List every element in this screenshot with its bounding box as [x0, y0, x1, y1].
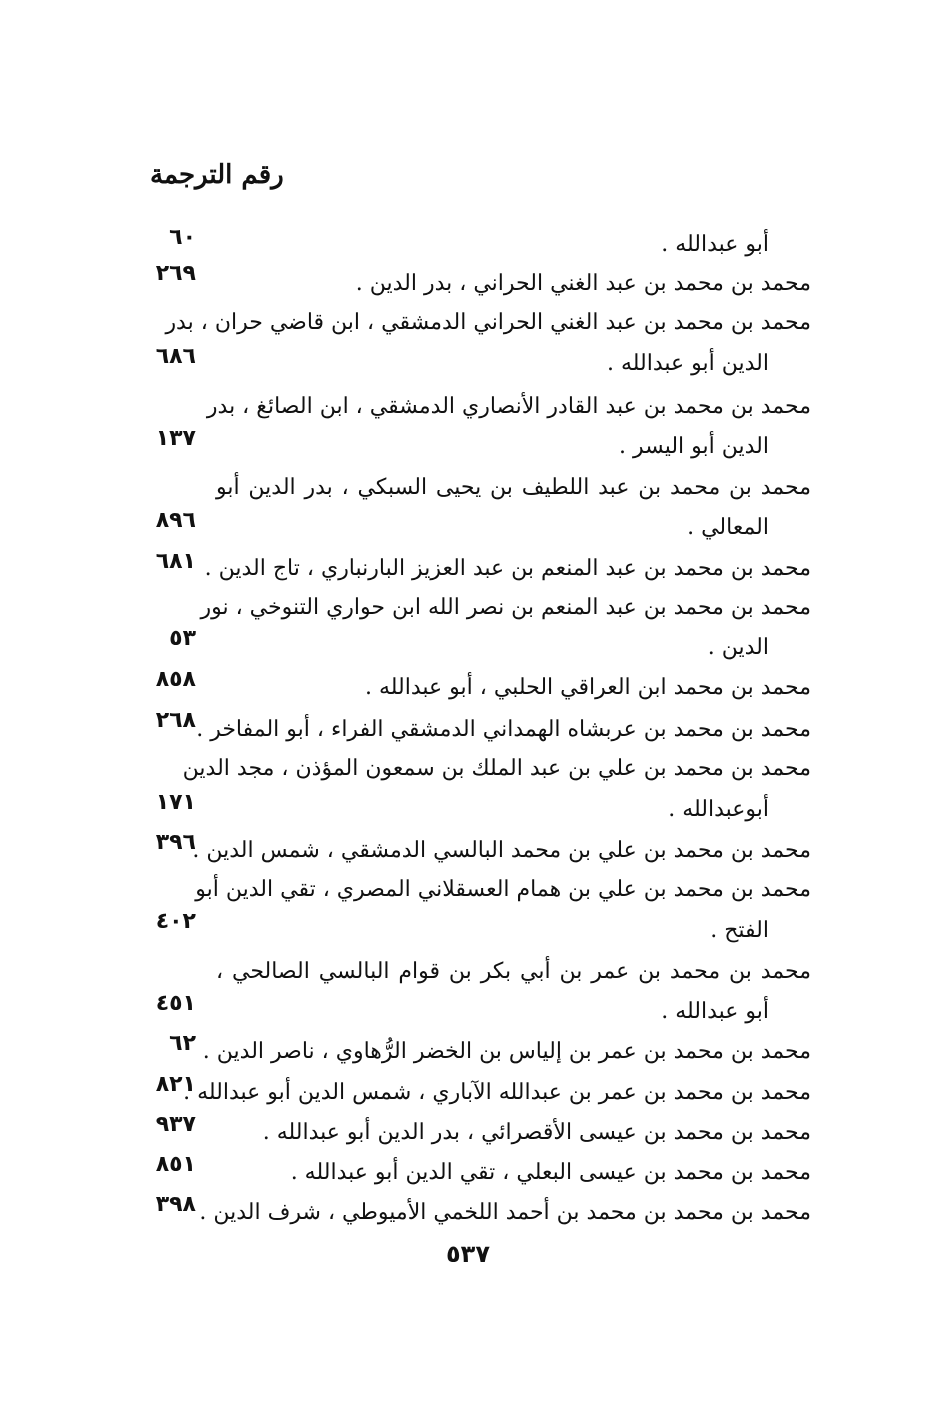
- entry-number: ١٣٧: [155, 426, 196, 451]
- entry-line: محمد بن محمد بن عربشاه الهمداني الدمشقي الفراء ، أبو المفاخر .: [196, 717, 811, 742]
- column-header-translation-number: رقم الترجمة: [150, 160, 284, 190]
- entry-number: ١٧١: [155, 790, 196, 815]
- entry-line: محمد بن محمد بن عمر بن عبدالله الآباري ، شمس الدين أبو عبدالله .: [183, 1080, 811, 1105]
- entry-line: أبو عبدالله .: [661, 232, 769, 257]
- entry-number: ٦٨٦: [155, 344, 196, 369]
- entry-line: محمد بن محمد بن عبد المنعم بن عبد العزيز البارنباري ، تاج الدين .: [204, 556, 811, 581]
- entry-line: محمد بن محمد بن عبد المنعم بن نصر الله ابن حواري التنوخي ، نور: [200, 595, 811, 620]
- entry-number: ٤٥١: [155, 991, 196, 1016]
- entry-line: أبو عبدالله .: [661, 999, 769, 1024]
- entry-number: ٣٩٨: [155, 1192, 196, 1217]
- entry-line: المعالي .: [687, 515, 769, 540]
- entry-number: ٩٣٧: [155, 1112, 196, 1137]
- entry-number: ٣٩٦: [155, 830, 196, 855]
- entry-number: ٢٦٩: [155, 261, 196, 286]
- entry-line: أبوعبدالله .: [668, 797, 769, 822]
- entry-number: ٤٠٢: [155, 909, 196, 934]
- entry-line: الفتح .: [710, 918, 769, 943]
- entry-line: محمد بن محمد ابن العراقي الحلبي ، أبو عبدالله .: [364, 675, 811, 700]
- entry-line: محمد بن محمد بن عمر بن أبي بكر بن قوام البالسي الصالحي ،: [216, 959, 811, 984]
- entry-line: محمد بن محمد بن عبد القادر الأنصاري الدمشقي ، ابن الصائغ ، بدر: [206, 394, 811, 419]
- entry-line: محمد بن محمد بن محمد بن أحمد اللخمي الأميوطي ، شرف الدين .: [199, 1200, 811, 1225]
- entry-line: محمد بن محمد بن علي بن همام العسقلاني المصري ، تقي الدين أبو: [195, 877, 811, 902]
- entry-line: محمد بن محمد بن علي بن عبد الملك بن سمعون المؤذن ، مجد الدين: [182, 756, 811, 781]
- entry-line: محمد بن محمد بن عبد الغني الحراني ، بدر الدين .: [355, 271, 811, 296]
- page-number: ٥٣٧: [446, 1240, 490, 1268]
- entry-number: ٨٢١: [155, 1072, 196, 1097]
- entry-line: محمد بن محمد بن عيسى الأقصرائي ، بدر الدين أبو عبدالله .: [262, 1120, 811, 1145]
- entry-number: ٢٦٨: [155, 708, 196, 733]
- entry-number: ٨٥١: [155, 1152, 196, 1177]
- entry-line: محمد بن محمد بن عيسى البعلي ، تقي الدين أبو عبدالله .: [290, 1160, 811, 1185]
- entry-number: ٨٥٨: [155, 667, 196, 692]
- entry-number: ٦٠: [169, 225, 196, 250]
- entry-line: محمد بن محمد بن عبد اللطيف بن يحيى السبكي ، بدر الدين أبو: [216, 475, 811, 500]
- entry-line: الدين أبو اليسر .: [618, 434, 769, 459]
- entry-number: ٦٢: [169, 1031, 196, 1056]
- entry-line: الدين أبو عبدالله .: [606, 351, 769, 376]
- entry-number: ٥٣: [169, 626, 196, 651]
- entry-line: الدين .: [707, 635, 769, 660]
- entry-number: ٦٨١: [155, 549, 196, 574]
- entry-line: محمد بن محمد بن علي بن محمد البالسي الدمشقي ، شمس الدين .: [192, 838, 811, 863]
- entry-line: محمد بن محمد بن عبد الغني الحراني الدمشقي ، ابن قاضي حران ، بدر: [165, 310, 811, 335]
- entry-number: ٨٩٦: [155, 508, 196, 533]
- entry-line: محمد بن محمد بن عمر بن إلياس بن الخضر الرُّهاوي ، ناصر الدين .: [202, 1039, 811, 1064]
